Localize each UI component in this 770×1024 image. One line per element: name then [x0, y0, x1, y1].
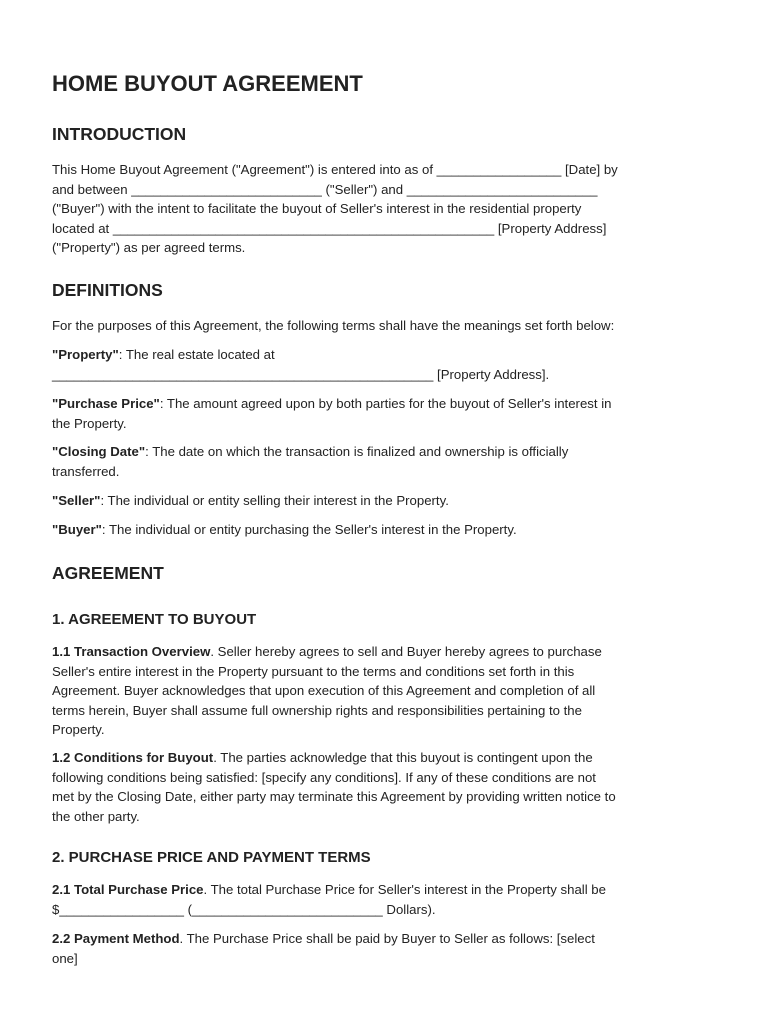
clause-line: Agreement. Buyer acknowledges that upon execution of this Agreement and completion of all [52, 683, 596, 698]
clause-line: Seller's entire interest in the Property pursuant to the terms and conditions set forth in this [52, 663, 575, 679]
definition-text: : The amount agreed upon by both parties for the buyout of Seller's interest in [159, 396, 612, 411]
definition-line: transferred. [52, 463, 120, 479]
definition-line [52, 394, 722, 414]
clause-line: the other party. [52, 808, 140, 824]
definition-term: "Property" [52, 347, 119, 362]
definition-line [52, 442, 722, 462]
definition-line: ____________________________________________________ [Property Address]. [52, 366, 550, 382]
section-1-heading: 1. AGREEMENT TO BUYOUT [52, 611, 257, 628]
definition-text: : The real estate located at [118, 347, 275, 362]
clause-line [52, 642, 722, 662]
section-2-heading: 2. PURCHASE PRICE AND PAYMENT TERMS [52, 849, 371, 866]
clause-line: one] [52, 950, 78, 966]
clause-line [52, 880, 722, 900]
clause-text: . The total Purchase Price for Seller's interest in the Property shall be [203, 882, 606, 897]
definition-buyer [52, 520, 722, 540]
clause-2-1 [52, 880, 722, 919]
introduction-paragraph [52, 160, 722, 258]
clause-term: 1.2 Conditions for Buyout [52, 750, 214, 765]
definition-term: "Buyer" [52, 522, 102, 537]
clause-2-2 [52, 929, 722, 968]
definition-seller [52, 491, 722, 511]
definition-line: the Property. [52, 415, 127, 431]
clause-line: $_________________ (__________________________ Dollars). [52, 901, 436, 917]
definition-line [52, 520, 722, 540]
paragraph-line: and between __________________________ ("Seller") and __________________________ [52, 181, 598, 197]
agreement-heading: AGREEMENT [52, 563, 164, 583]
clause-line: terms herein, Buyer shall assume full ownership rights and responsibilities pertaining to the [52, 702, 582, 718]
definition-text: : The individual or entity selling their interest in the Property. [100, 493, 449, 508]
clause-line [52, 748, 722, 768]
clause-term: 2.2 Payment Method [52, 931, 180, 946]
definition-text: : The date on which the transaction is finalized and ownership is officially [145, 444, 569, 459]
definition-term: "Seller" [52, 493, 101, 508]
definition-text: : The individual or entity purchasing the Seller's interest in the Property. [101, 522, 517, 537]
definition-closing-date [52, 442, 722, 481]
paragraph-line: ("Buyer") with the intent to facilitate the buyout of Seller's interest in the residential property [52, 201, 582, 216]
definitions-heading: DEFINITIONS [52, 280, 163, 300]
clause-text: . The parties acknowledge that this buyout is contingent upon the [213, 750, 593, 765]
clause-text: . Seller hereby agrees to sell and Buyer hereby agrees to purchase [210, 644, 602, 659]
document-title: HOME BUYOUT AGREEMENT [52, 71, 363, 96]
paragraph-line: This Home Buyout Agreement ("Agreement") is entered into as of _________________ [Date] by [52, 162, 618, 177]
clause-line: following conditions being satisfied: [specify any conditions]. If any of these conditions are not [52, 769, 596, 785]
clause-line: Property. [52, 722, 105, 737]
clause-1-2 [52, 748, 722, 826]
definition-term: "Closing Date" [52, 444, 146, 459]
clause-line [52, 929, 722, 949]
clause-term: 1.1 Transaction Overview [52, 644, 211, 659]
definitions-intro [52, 316, 722, 336]
clause-term: 2.1 Total Purchase Price [52, 882, 204, 897]
clause-text: . The Purchase Price shall be paid by Buyer to Seller as follows: [select [179, 931, 595, 946]
definition-line [52, 345, 722, 365]
paragraph-line: For the purposes of this Agreement, the following terms shall have the meanings set forth below: [52, 318, 615, 333]
introduction-heading: INTRODUCTION [52, 124, 187, 144]
paragraph-line: located at ____________________________________________________ [Property Address] [52, 220, 607, 236]
paragraph-line: ("Property") as per agreed terms. [52, 240, 246, 255]
definition-term: "Purchase Price" [52, 396, 160, 411]
definition-property [52, 345, 722, 384]
clause-1-1 [52, 642, 722, 740]
clause-line: met by the Closing Date, either party may terminate this Agreement by providing written notice to [52, 789, 616, 804]
definition-purchase-price [52, 394, 722, 433]
definition-line [52, 491, 722, 511]
